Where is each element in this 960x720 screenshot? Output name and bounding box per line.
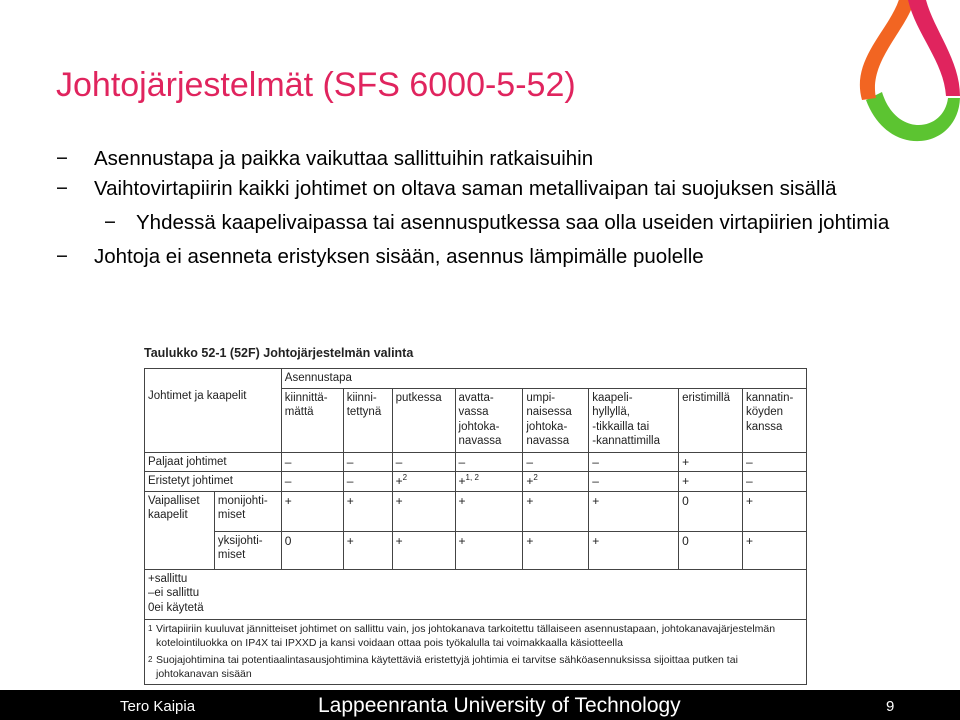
table-cell: – [455,452,523,472]
table-cell: – [343,452,392,472]
bullet-dash: − [56,177,68,200]
logo-orange-stroke [860,0,916,100]
column-header: umpi- naisessa johtoka- navassa [523,388,589,452]
bullet-text: Yhdessä kaapelivaipassa tai asennusputkessa saa olla useiden virtapiirien johtimia [136,211,890,234]
table-cell: + [343,531,392,569]
lut-logo [848,0,960,150]
bullet-list [56,144,916,272]
bullet-item [56,242,916,272]
table-cell: + [455,531,523,569]
column-header: kannatin- köyden kanssa [743,388,807,452]
column-header: avatta- vassa johtoka- navassa [455,388,523,452]
installation-table [144,344,808,685]
column-header: kaapeli- hyllyllä, -tikkailla tai -kannattimilla [589,388,679,452]
bullet-dash: − [104,211,116,234]
footnote-ref: 2 [402,473,408,482]
row-label: Paljaat johtimet [145,452,282,472]
footnote-number: 1 [148,623,153,633]
row-label: monijohti- miset [214,491,281,531]
table-cell: + [679,472,743,492]
table-cell [523,472,589,492]
column-header: kiinni- tettynä [343,388,392,452]
table-cell: + [743,531,807,569]
footnote-text: Suojajohtimina tai potentiaalintasausjohtimina käytettäviä eristettyjä johtimia ei tarvitse sähköasennuksissa sijoittaa putken tai johtokanavan sisään [156,653,738,680]
table-row-yksijohti [145,531,807,569]
bullet-text: Asennustapa ja paikka vaikuttaa sallittuihin ratkaisuihin [94,147,594,170]
table-cell: + [523,491,589,531]
logo-magenta-stroke [908,0,960,96]
table-header-group-row [145,369,807,389]
bullet-dash: − [56,147,68,170]
table-footnotes-row [145,619,807,684]
table-cell: – [343,472,392,492]
column-header: putkessa [392,388,455,452]
footnote-ref: 1, 2 [465,473,479,482]
bullet-text: Johtoja ei asenneta eristyksen sisään, asennus lämpimälle puolelle [94,245,704,268]
group-header-cell: Asennustapa [281,369,806,389]
row-label: yksijohti- miset [214,531,281,569]
table-cell: + [455,491,523,531]
table-cell: – [392,452,455,472]
table-cell: + [743,491,807,531]
bullet-dash: − [56,245,68,268]
table-cell: + [523,531,589,569]
table-cell: – [743,452,807,472]
table-cell: + [343,491,392,531]
table-cell: – [589,452,679,472]
bullet-item [56,174,916,204]
logo-green-stroke [866,92,960,141]
table-cell [392,472,455,492]
cell-symbol: + [458,474,466,488]
row-group-label: Vaipalliset kaapelit [145,491,215,569]
table-caption: Taulukko 52-1 (52F) Johtojärjestelmän valinta [144,346,414,360]
table-footnotes [145,619,807,684]
slide-title: Johtojärjestelmät (SFS 6000-5-52) [56,66,576,104]
table-row-eristetyt [145,472,807,492]
column-header: eristimillä [679,388,743,452]
footnote [148,622,803,651]
row-label: Eristetyt johtimet [145,472,282,492]
table-cell: 0 [281,531,343,569]
sub-bullet-item [56,208,916,238]
table-cell: – [281,452,343,472]
rowhead-cell: Johtimet ja kaapelit [145,369,282,453]
table-cell: + [281,491,343,531]
column-header: kiinnittä- mättä [281,388,343,452]
table-cell: + [392,531,455,569]
table-cell: + [679,452,743,472]
cell-symbol: + [395,474,403,488]
page-number: 9 [886,698,895,715]
table-legend-row [145,569,807,619]
bullet-text: Vaihtovirtapiirin kaikki johtimet on oltava saman metallivaipan tai suojuksen sisällä [94,177,837,200]
bullet-item [56,144,916,174]
footnote [148,653,803,682]
table-cell: 0 [679,531,743,569]
table-cell: – [523,452,589,472]
table-cell [455,472,523,492]
selection-table [144,368,807,685]
footnote-ref: 2 [533,473,538,482]
table-cell: + [392,491,455,531]
table-cell: + [589,531,679,569]
table-cell: + [589,491,679,531]
table-legend: +sallittu –ei sallittu 0ei käytetä [145,569,807,619]
footer-author: Tero Kaipia [120,698,196,715]
table-row-paljaat [145,452,807,472]
table-row-monijohti [145,491,807,531]
table-cell: – [589,472,679,492]
footer-university: Lappeenranta University of Technology [318,694,681,717]
table-cell: – [281,472,343,492]
footer-bar [0,690,960,720]
footnote-text: Virtapiiriin kuuluvat jännitteiset johtimet on sallittu vain, jos johtokanava tarkoitettu tällaiseen asennustapaan, johtokanavajärjestelmän kotelointiluokka on IP4X tai IPXXD ja kansi voidaan ottaa pois työkalulla tai voimakkaalla käsiotteella [156,622,776,649]
table-cell: – [743,472,807,492]
table-cell: 0 [679,491,743,531]
cell-symbol: + [526,474,534,488]
footnote-number: 2 [148,654,153,664]
